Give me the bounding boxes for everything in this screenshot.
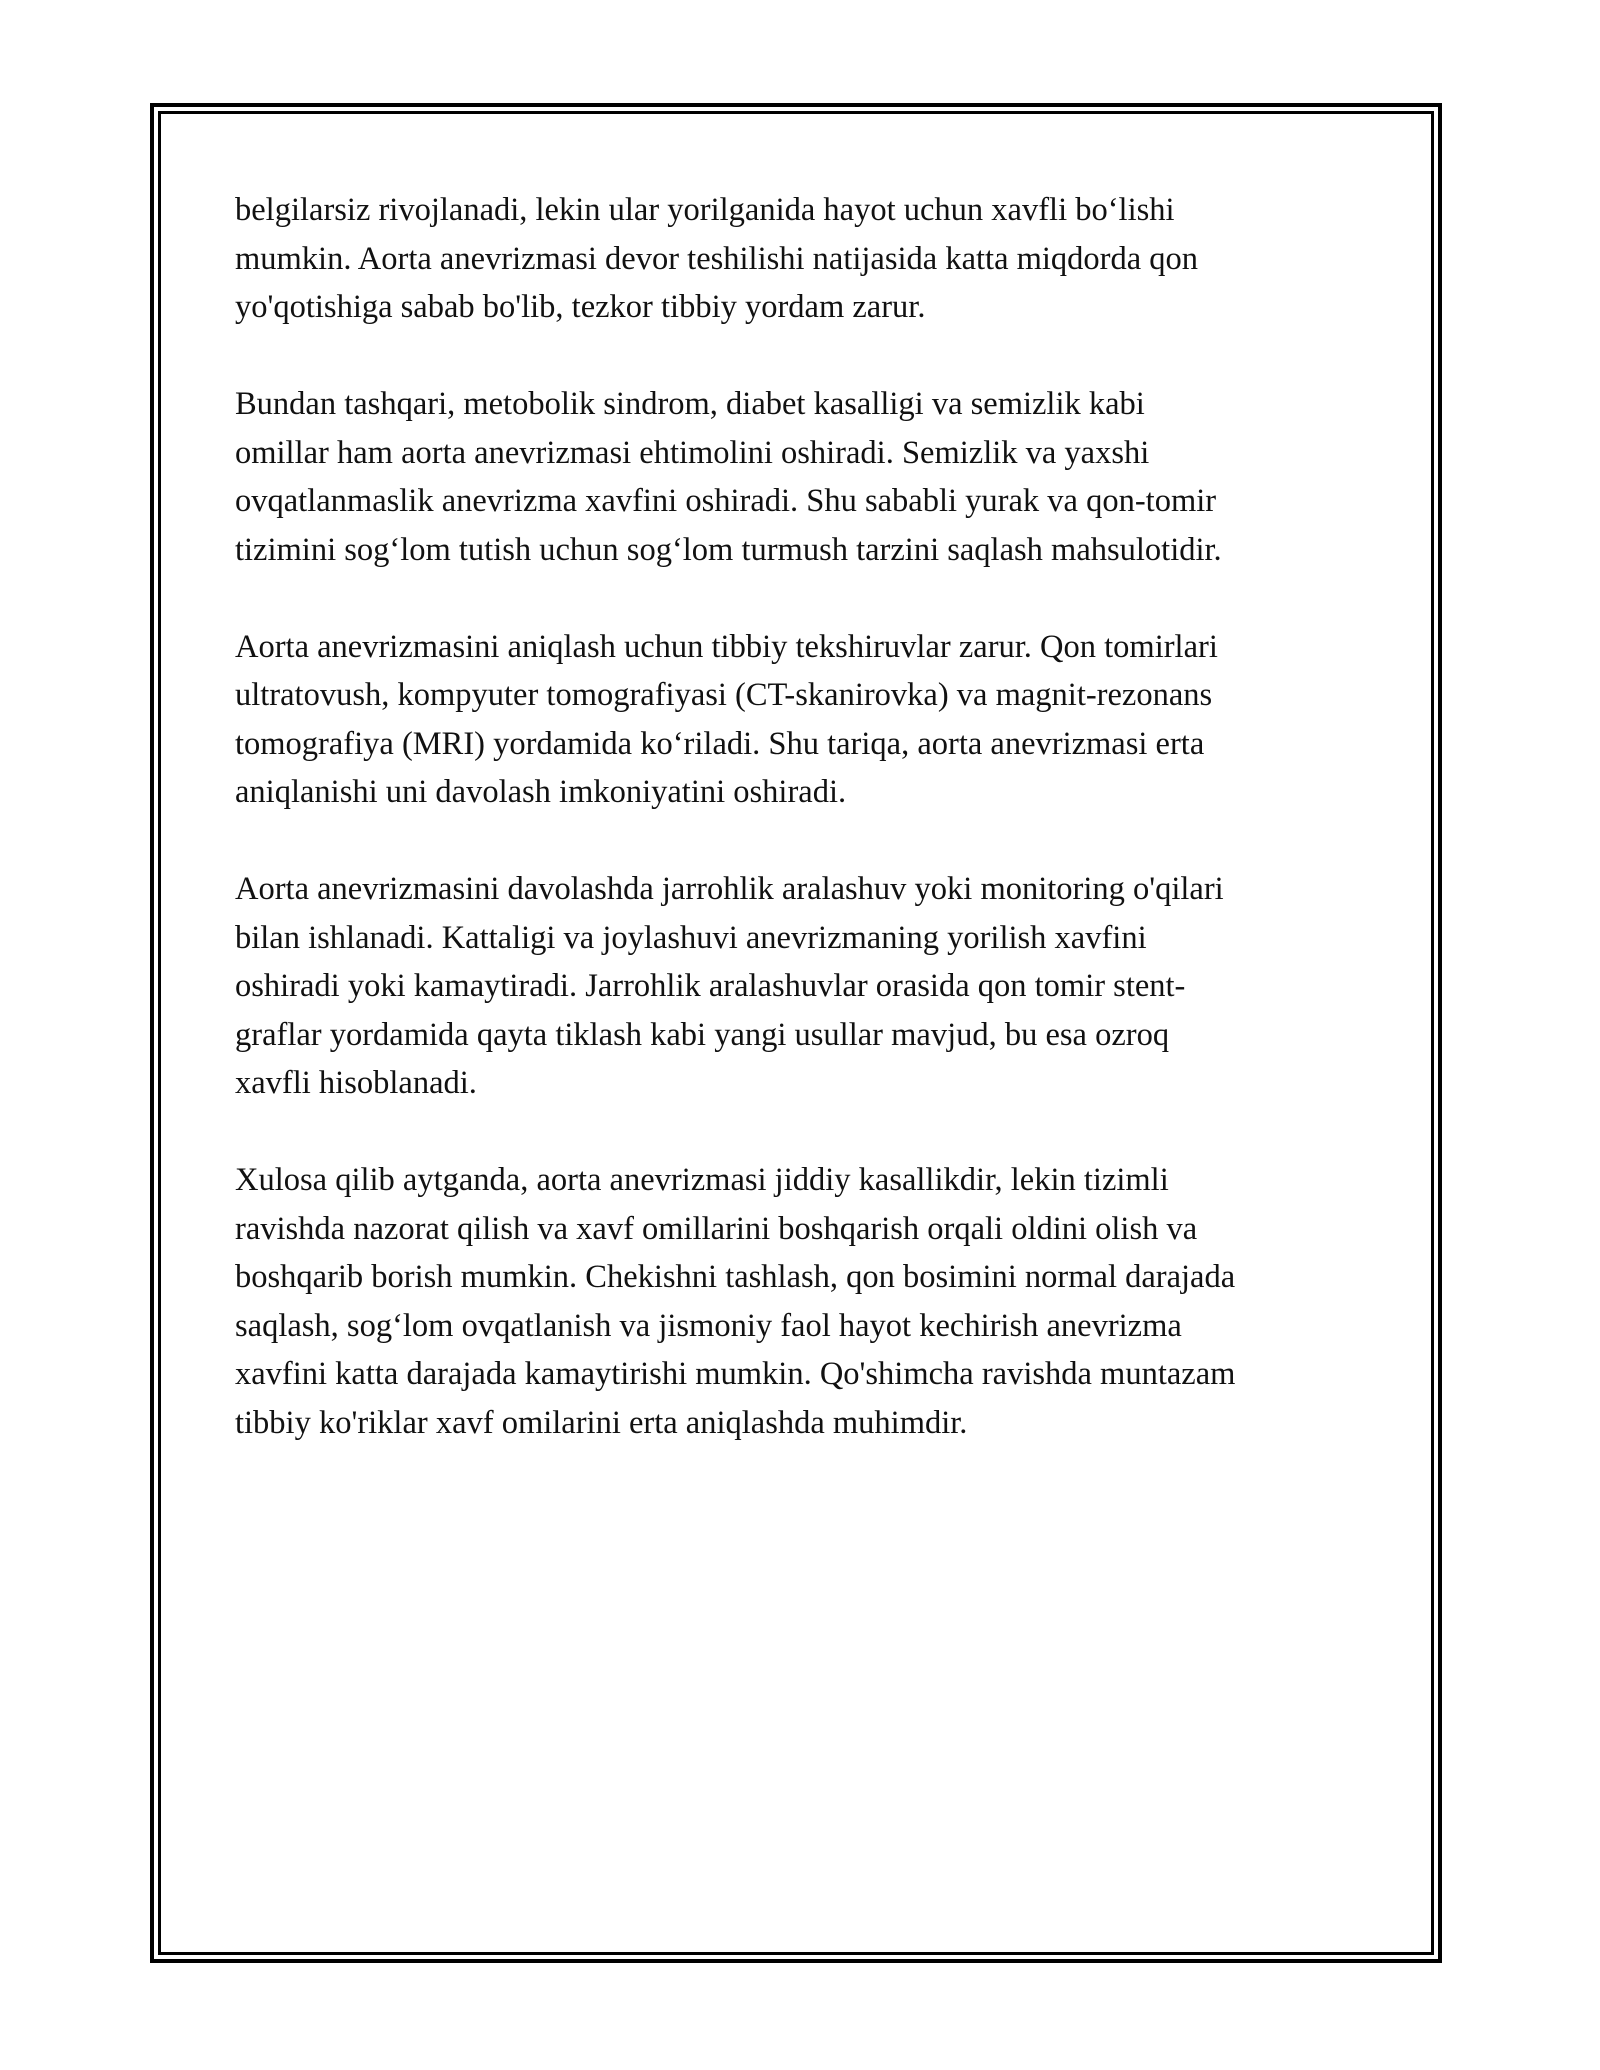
text-line: belgilarsiz rivojlanadi, lekin ular yorilganida hayot uchun xavfli bo‘lishi [235, 192, 1175, 228]
text-line: Aorta anevrizmasini aniqlash uchun tibbiy tekshiruvlar zarur. Qon tomirlari [235, 628, 1218, 665]
paragraph [235, 865, 1365, 1108]
text-line: ravishda nazorat qilish va xavf omillarini boshqarish orqali oldini olish va [235, 1210, 1198, 1247]
text-line: boshqarib borish mumkin. Chekishni tashlash, qon bosimini normal darajada [235, 1259, 1236, 1295]
text-line: Xulosa qilib aytganda, aorta anevrizmasi jiddiy kasallikdir, lekin tizimli [235, 1162, 1169, 1198]
text-line: aniqlanishi uni davolash imkoniyatini oshiradi. [235, 774, 847, 810]
text-line: saqlash, sog‘lom ovqatlanish va jismoniy faol hayot kechirish anevrizma [235, 1307, 1182, 1344]
text-line: yo'qotishiga sabab bo'lib, tezkor tibbiy yordam zarur. [235, 289, 926, 325]
document-body [235, 186, 1365, 1496]
text-line: Aorta anevrizmasini davolashda jarrohlik aralashuv yoki monitoring o'qilari [235, 871, 1224, 907]
text-line: bilan ishlanadi. Kattaligi va joylashuvi anevrizmaning yorilish xavfini [235, 919, 1147, 956]
text-line: omillar ham aorta anevrizmasi ehtimolini oshiradi. Semizlik va yaxshi [235, 434, 1150, 471]
paragraph [235, 380, 1365, 574]
text-line: xavfli hisoblanadi. [235, 1065, 477, 1101]
text-line: tibbiy ko'riklar xavf omilarini erta aniqlashda muhimdir. [235, 1404, 968, 1441]
text-line: ovqatlanmaslik anevrizma xavfini oshiradi. Shu sababli yurak va qon-tomir [235, 483, 1217, 519]
text-line: mumkin. Aorta anevrizmasi devor teshilishi natijasida katta miqdorda qon [235, 240, 1199, 277]
text-line: xavfini katta darajada kamaytirishi mumkin. Qo'shimcha ravishda muntazam [235, 1356, 1236, 1392]
text-line: tomografiya (MRI) yordamida ko‘riladi. Shu tariqa, aorta anevrizmasi erta [235, 725, 1205, 762]
text-line: tizimini sog‘lom tutish uchun sog‘lom turmush tarzini saqlash mahsulotidir. [235, 531, 1222, 568]
paragraph [235, 186, 1365, 332]
text-line: oshiradi yoki kamaytiradi. Jarrohlik aralashuvlar orasida qon tomir stent- [235, 968, 1186, 1004]
text-line: ultratovush, kompyuter tomografiyasi (CT-skanirovka) va magnit-rezonans [235, 677, 1213, 713]
paragraph [235, 1156, 1365, 1447]
text-line: Bundan tashqari, metobolik sindrom, diabet kasalligi va semizlik kabi [235, 386, 1145, 422]
paragraph [235, 623, 1365, 817]
text-line: graflar yordamida qayta tiklash kabi yangi usullar mavjud, bu esa ozroq [235, 1016, 1170, 1053]
